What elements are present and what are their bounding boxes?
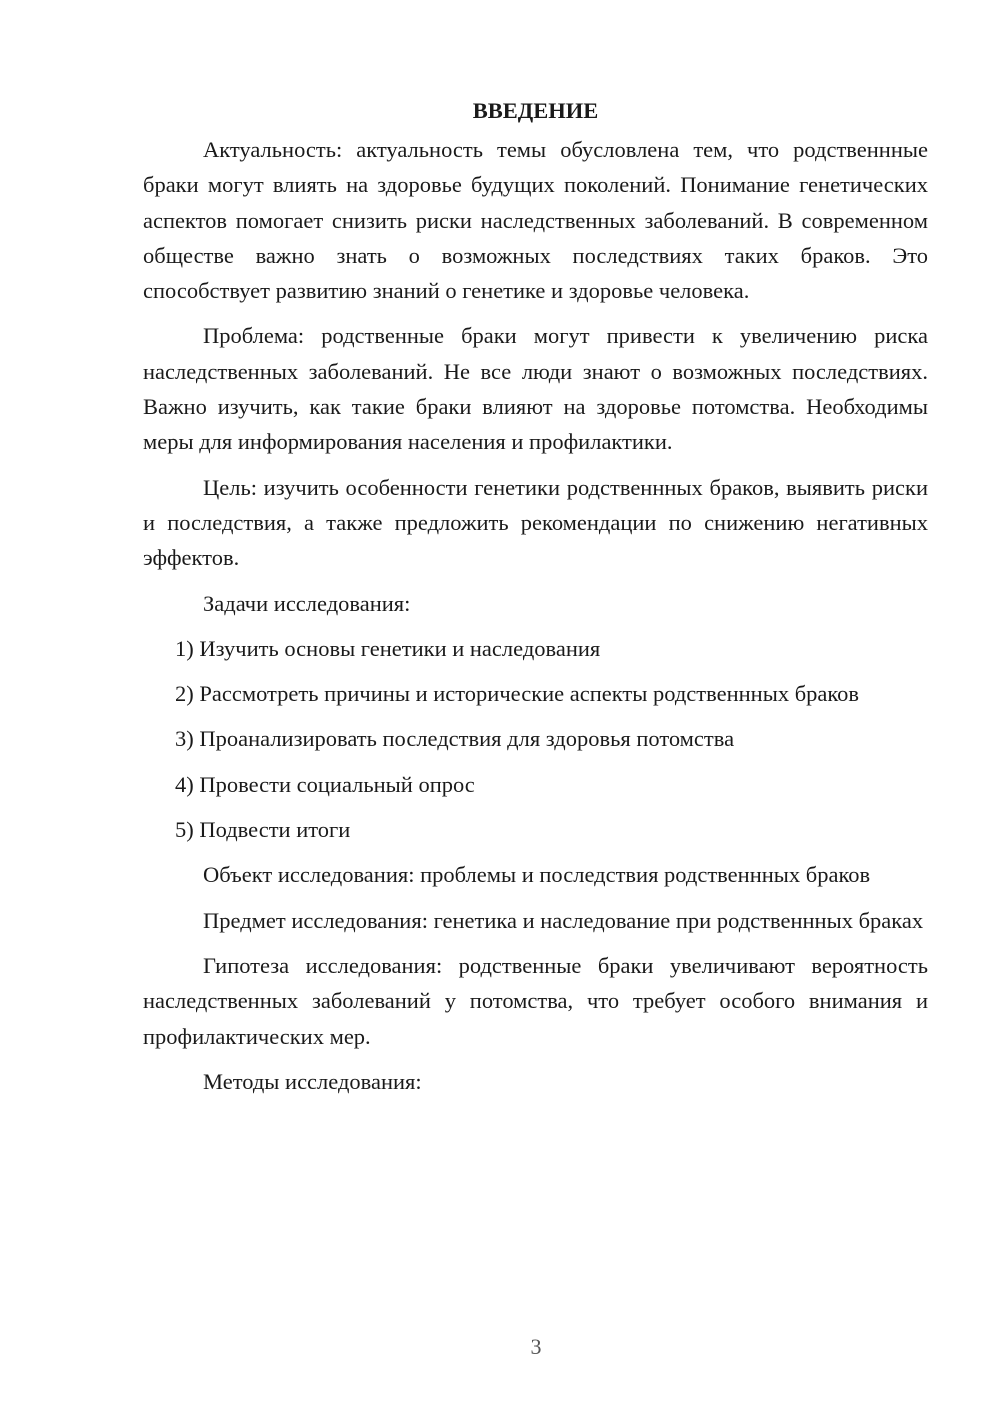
hypothesis-paragraph: Гипотеза исследования: родственные браки увеличивают вероятность наследственных заболеваний у потомства, что требует особого внимания и профилактических мер.	[143, 952, 928, 1049]
page-number: 3	[530, 1334, 542, 1359]
task-item-4: 4) Провести социальный опрос	[175, 771, 475, 797]
problem-paragraph: Проблема: родственные браки могут привести к увеличению риска наследственных заболеваний. Не все люди знают о возможных последствиях. Важно изучить, как такие браки влияют на здоровье потомства. Необходимы меры для информирования населения и профилактики.	[143, 323, 928, 455]
goal-paragraph: Цель: изучить особенности генетики родственнных браков, выявить риски и последствия, а также предложить рекомендации по снижению негативных эффектов.	[143, 474, 928, 571]
section-heading: ВВЕДЕНИЕ	[472, 98, 599, 123]
task-item-5: 5) Подвести итоги	[175, 817, 351, 843]
tasks-title: Задачи исследования:	[203, 590, 411, 616]
relevance-paragraph: Актуальность: актуальность темы обусловлена тем, что родственнные браки могут влиять на здоровье будущих поколений. Понимание генетических аспектов помогает снизить риски наследственных заболеваний. В современном обществе важно знать о возможных последствиях таких браков. Это способствует развитию знаний о генетике и здоровье человека.	[143, 137, 928, 304]
object-paragraph: Объект исследования: проблемы и последствия родственнных браков	[203, 862, 871, 888]
methods-title: Методы исследования:	[203, 1068, 422, 1094]
task-item-3: 3) Проанализировать последствия для здоровья потомства	[175, 726, 735, 752]
subject-paragraph: Предмет исследования: генетика и наследование при родственнных браках	[203, 907, 924, 933]
task-item-2: 2) Рассмотреть причины и исторические аспекты родственнных браков	[175, 681, 860, 707]
page-content	[143, 96, 928, 1109]
task-item-1: 1) Изучить основы генетики и наследования	[175, 635, 601, 661]
